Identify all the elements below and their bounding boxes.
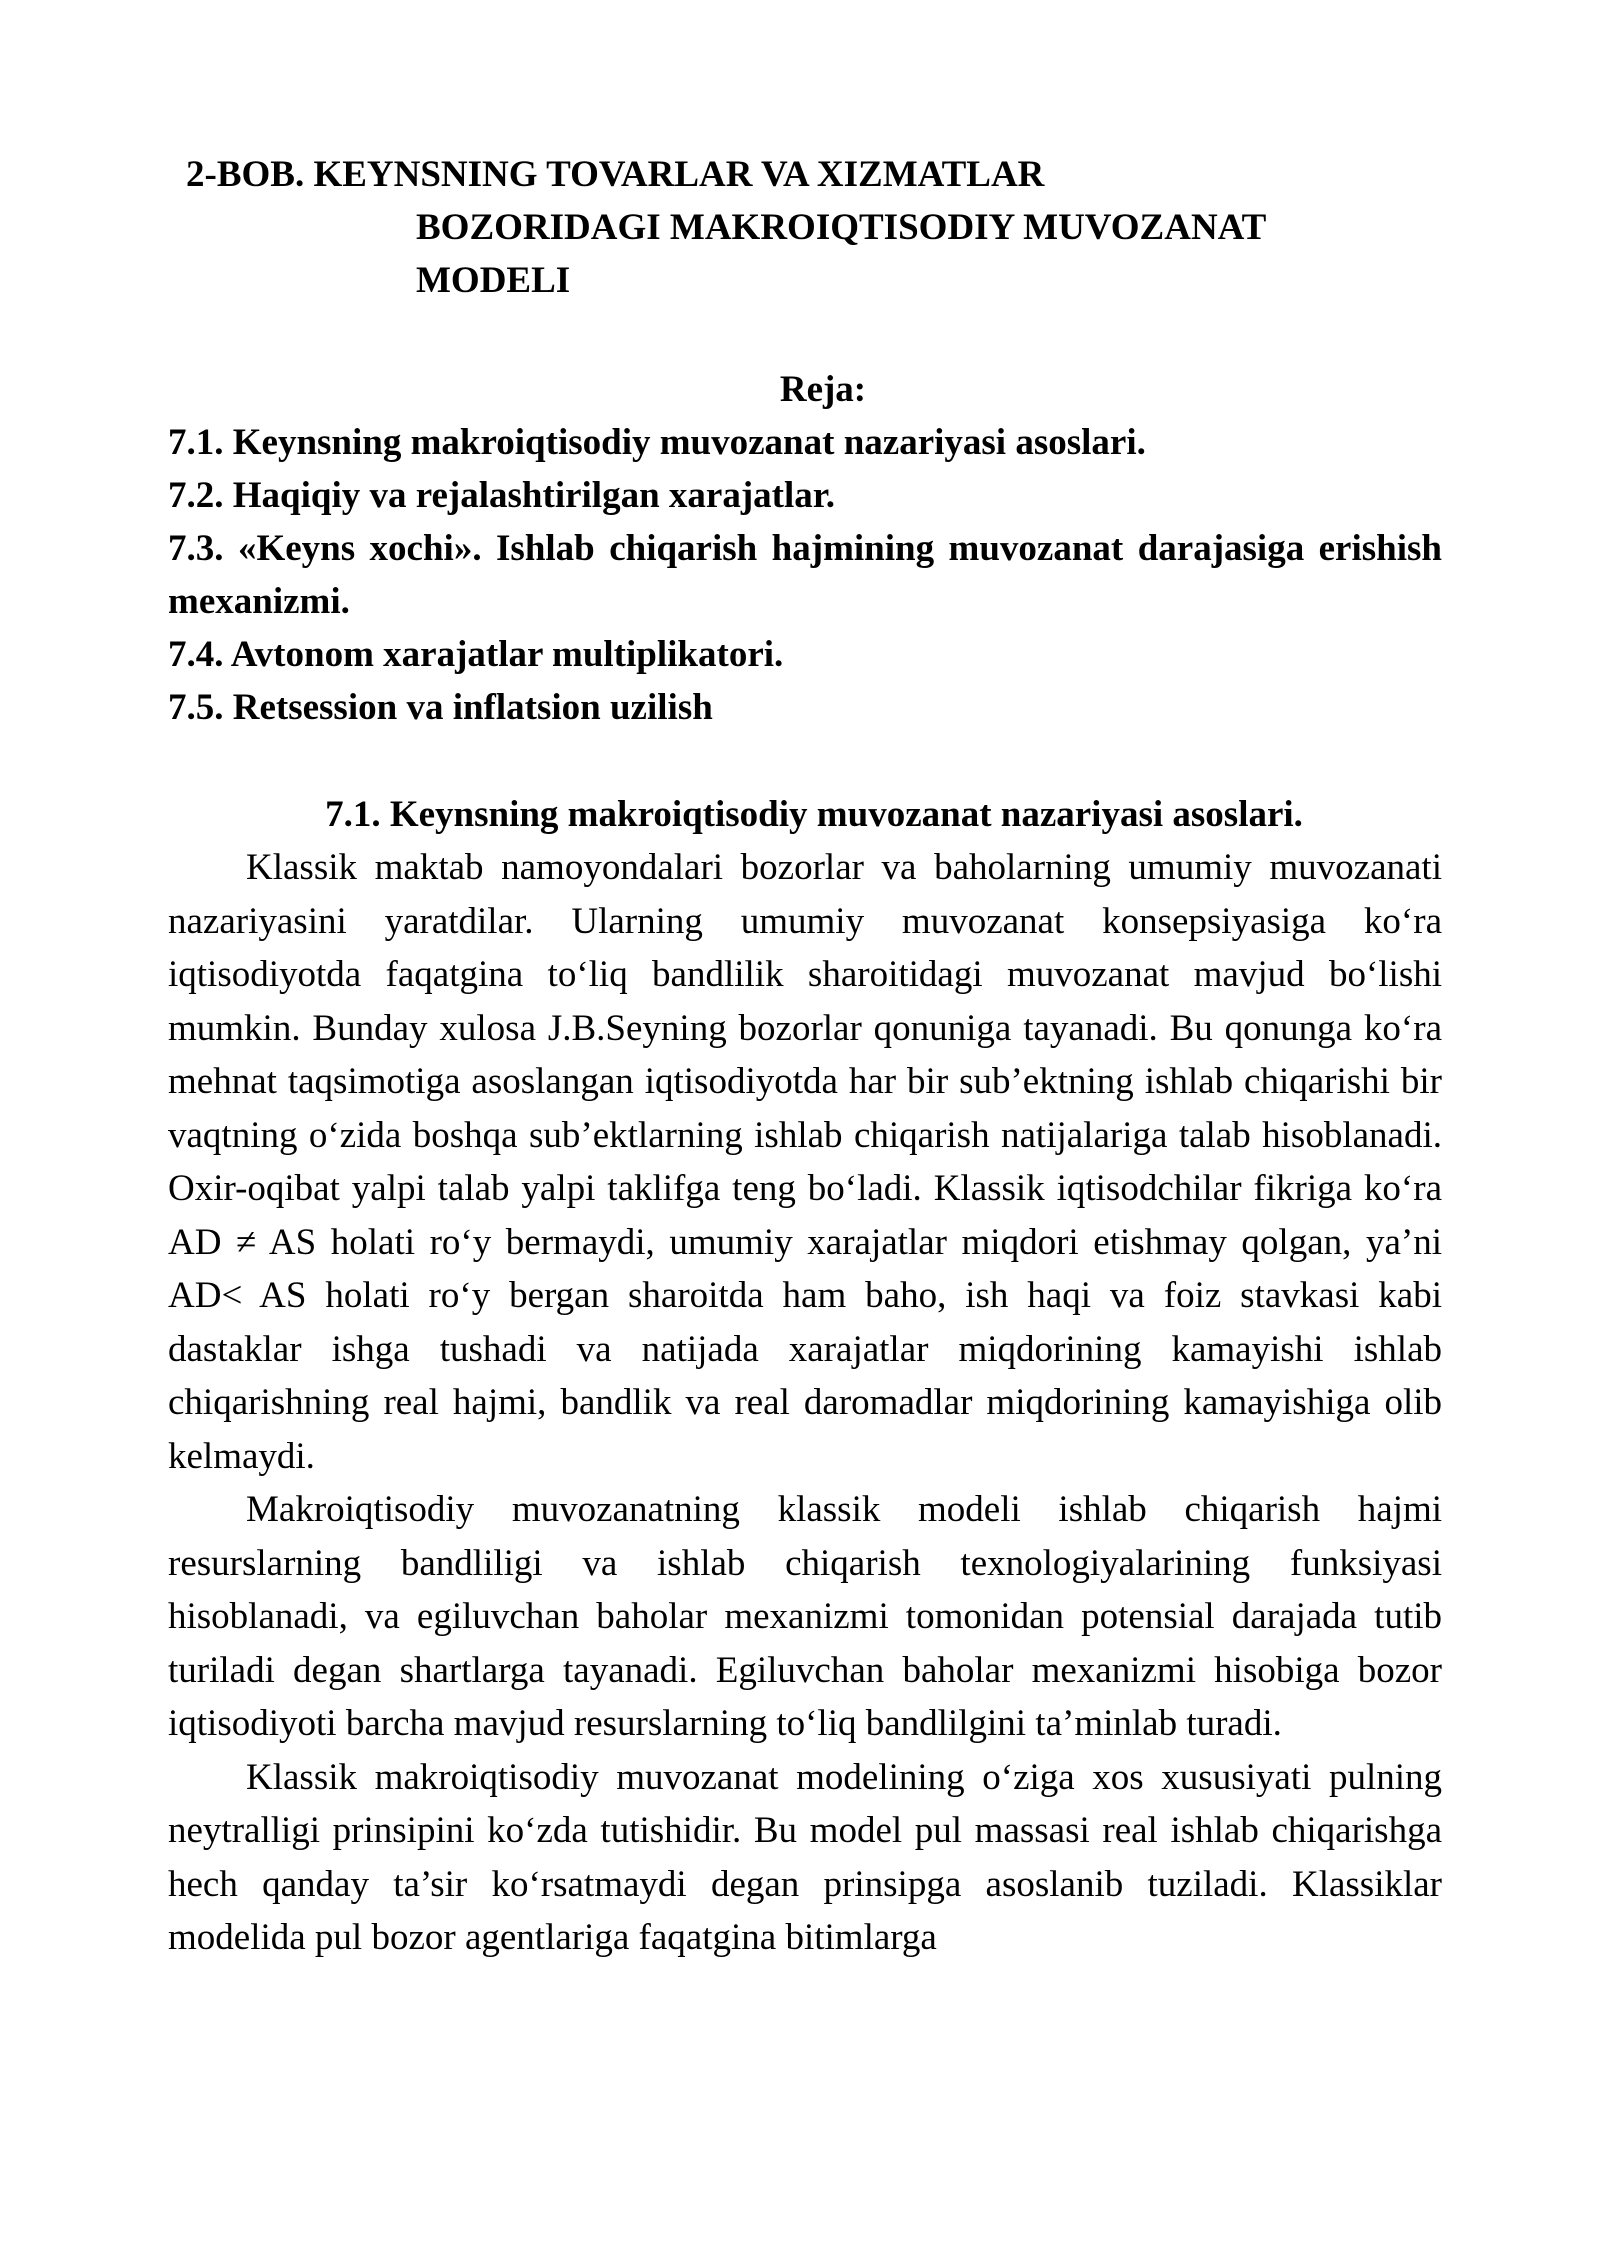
chapter-title-line-3: MODELI <box>416 260 571 301</box>
chapter-title-line-1: 2-BOB. KEYNSNING TOVARLAR VA XIZMATLAR <box>186 154 1045 195</box>
plan-heading: Reja: <box>779 369 867 410</box>
plan-item: 7.2. Haqiqiy va rejalashtirilgan xarajatlar. <box>168 475 836 516</box>
plan-list <box>168 416 1442 734</box>
body-paragraph: Makroiqtisodiy muvozanatning klassik modeli ishlab chiqarish hajmi resurslarning bandliligi va ishlab chiqarish texnologiyalarining funksiyasi hisoblanadi, va egiluvchan baholar mexanizmi tomonidan potensial darajada tutib turiladi degan shartlarga tayanadi. Egiluvchan baholar mexanizmi hisobiga bozor iqtisodiyoti barcha mavjud resurslarning to‘liq bandlilgini ta’minlab turadi. <box>168 1489 1442 1744</box>
document-page <box>168 148 1442 1965</box>
plan-item: 7.5. Retsession va inflatsion uzilish <box>168 687 713 728</box>
plan-item: 7.1. Keynsning makroiqtisodiy muvozanat nazariyasi asoslari. <box>168 422 1146 463</box>
plan-item: 7.4. Avtonom xarajatlar multiplikatori. <box>168 634 784 675</box>
chapter-title-line-2: BOZORIDAGI MAKROIQTISODIY MUVOZANAT <box>416 207 1267 248</box>
plan-item: 7.3. «Keyns xochi». Ishlab chiqarish hajmining muvozanat darajasiga erishish mexanizmi. <box>168 528 1442 622</box>
body-paragraph: Klassik maktab namoyondalari bozorlar va baholarning umumiy muvozanati nazariyasini yaratdilar. Ularning umumiy muvozanat konsepsiyasiga ko‘ra iqtisodiyotda faqatgina to‘liq bandlilik sharoitidagi muvozanat mavjud bo‘lishi mumkin. Bunday xulosa J.B.Seyning bozorlar qonuniga tayanadi. Bu qonunga ko‘ra mehnat taqsimotiga asoslangan iqtisodiyotda har bir sub’ektning ishlab chiqarishi bir vaqtning o‘zida boshqa sub’ektlarning ishlab chiqarish natijalariga talab hisoblanadi. Oxir-oqibat yalpi talab yalpi taklifga teng bo‘ladi. Klassik iqtisodchilar fikriga ko‘ra AD ≠ AS holati ro‘y bermaydi, umumiy xarajatlar miqdori etishmay qolgan, ya’ni AD< AS holati ro‘y bergan sharoitda ham baho, ish haqi va foiz stavkasi kabi dastaklar ishga tushadi va natijada xarajatlar miqdorining kamayishi ishlab chiqarishning real hajmi, bandlik va real daromadlar miqdorining kamayishiga olib kelmaydi. <box>168 847 1442 1477</box>
section-heading: 7.1. Keynsning makroiqtisodiy muvozanat nazariyasi asoslari. <box>325 794 1303 835</box>
chapter-title <box>168 148 1442 307</box>
body-paragraph: Klassik makroiqtisodiy muvozanat modelining o‘ziga xos xususiyati pulning neytralligi prinsipini ko‘zda tutishidir. Bu model pul massasi real ishlab chiqarishga hech qanday ta’sir ko‘rsatmaydi degan prinsipga asoslanib tuziladi. Klassiklar modelida pul bozor agentlariga faqatgina bitimlarga <box>168 1756 1442 1958</box>
